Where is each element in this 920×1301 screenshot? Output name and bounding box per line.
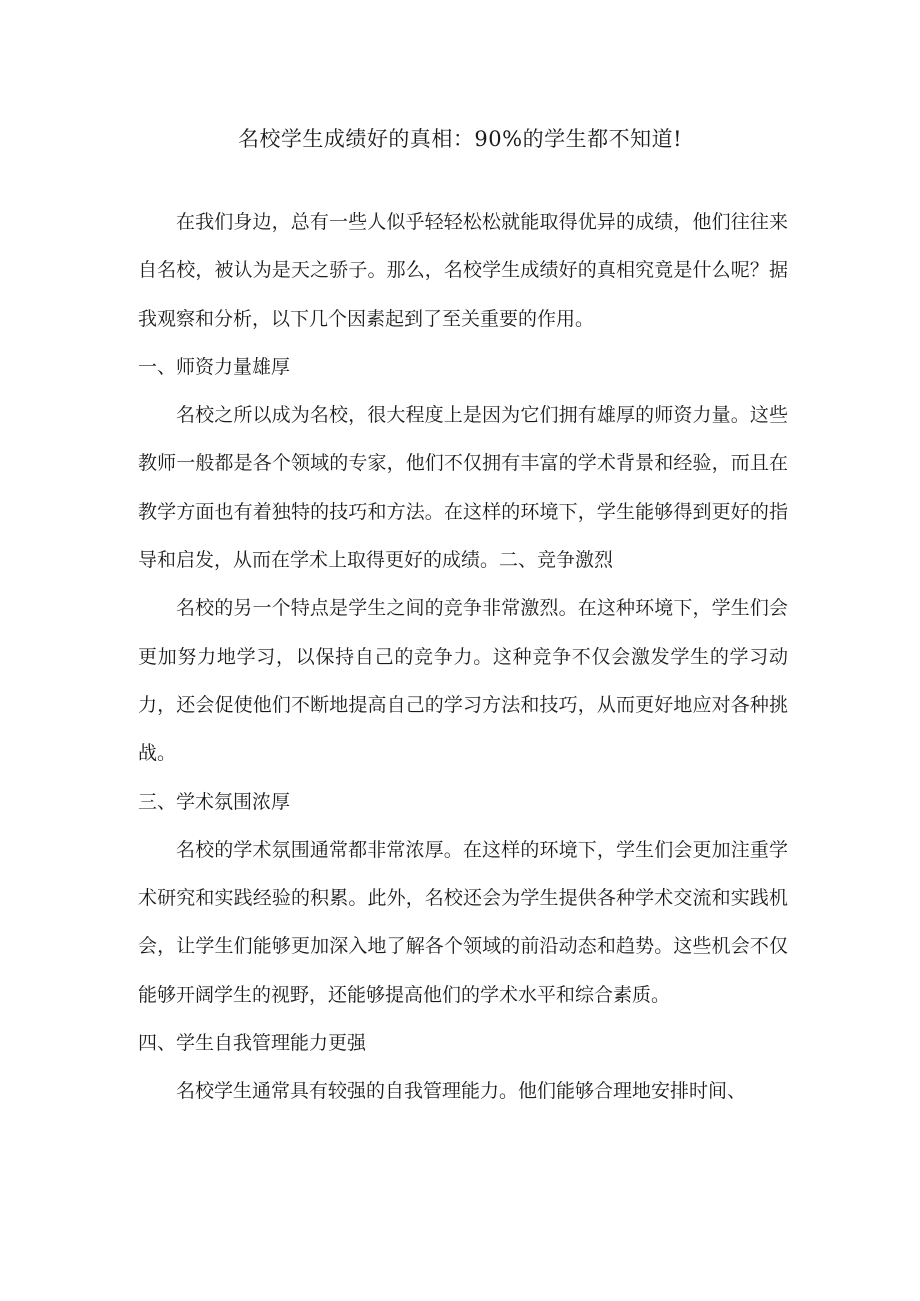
document-body [138, 198, 788, 1116]
section-heading-1: 一、师资力量雄厚 [138, 355, 291, 378]
section-heading-3: 三、学术氛围浓厚 [138, 790, 291, 813]
document-title: 名校学生成绩好的真相：90%的学生都不知道! [237, 127, 683, 151]
section-heading-4: 四、学生自我管理能力更强 [138, 1032, 367, 1055]
section-4-paragraph: 名校学生通常具有较强的自我管理能力。他们能够合理地安排时间、 [176, 1080, 747, 1103]
section-2-paragraph: 名校的另一个特点是学生之间的竞争非常激烈。在这种环境下，学生们会更加努力地学习，以保持自己的竞争力。这种竞争不仅会激发学生的学习动力，还会促使他们不断地提高自己的学习方法和技巧，从而更好地应对各种挑战。 [138, 597, 788, 765]
intro-paragraph: 在我们身边，总有一些人似乎轻轻松松就能取得优异的成绩，他们往往来自名校，被认为是天之骄子。那么，名校学生成绩好的真相究竟是什么呢？据我观察和分析，以下几个因素起到了至关重要的作用。 [138, 211, 788, 330]
section-1-paragraph: 名校之所以成为名校，很大程度上是因为它们拥有雄厚的师资力量。这些教师一般都是各个领域的专家，他们不仅拥有丰富的学术背景和经验，而且在教学方面也有着独特的技巧和方法。在这样的环境下，学生能够得到更好的指导和启发，从而在学术上取得更好的成绩。二、竞争激烈 [138, 404, 788, 572]
section-3-paragraph: 名校的学术氛围通常都非常浓厚。在这样的环境下，学生们会更加注重学术研究和实践经验的积累。此外，名校还会为学生提供各种学术交流和实践机会，让学生们能够更加深入地了解各个领域的前沿动态和趋势。这些机会不仅能够开阔学生的视野，还能够提高他们的学术水平和综合素质。 [138, 838, 788, 1006]
